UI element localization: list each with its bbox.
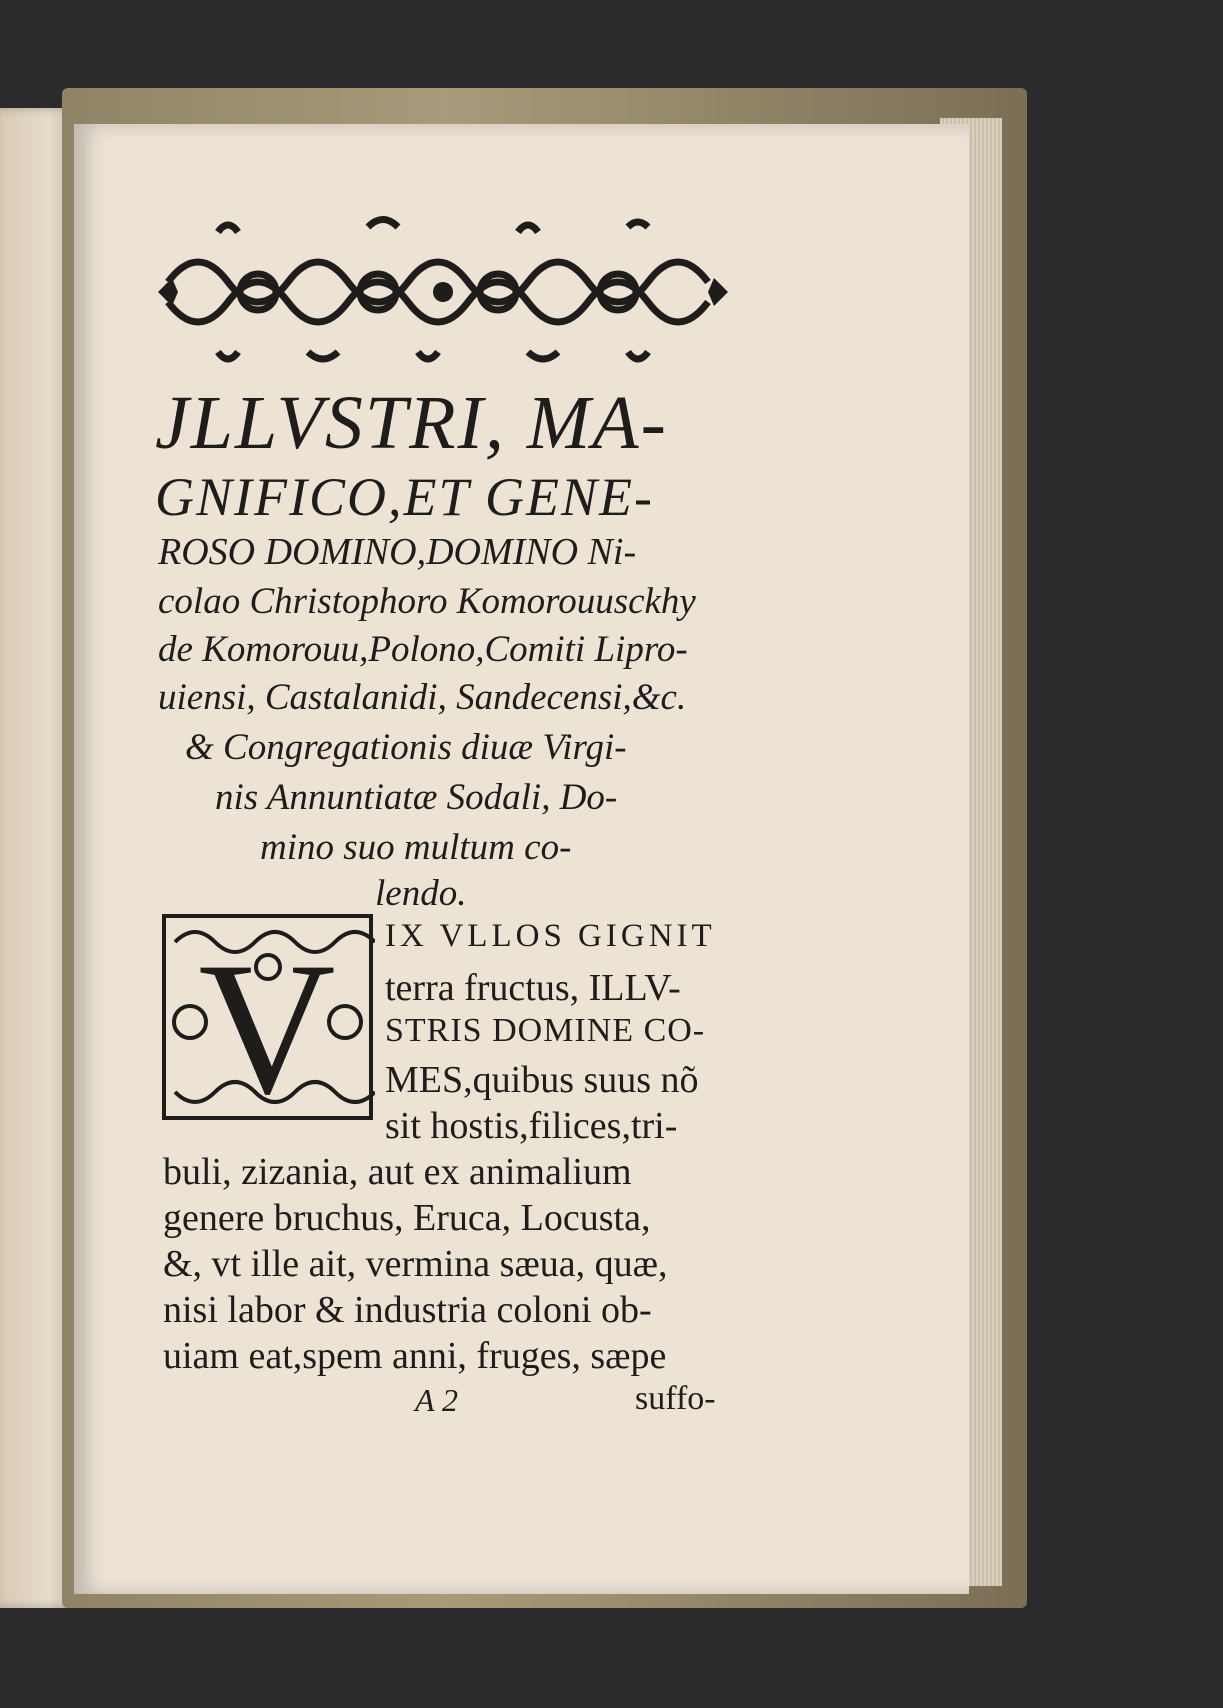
body-line-6: buli, zizania, aut ex animalium — [163, 1151, 632, 1193]
title-line-3: ROSO DOMINO,DOMINO Ni- — [158, 531, 637, 573]
title-line-8: nis Annuntiatæ Sodali, Do- — [215, 777, 618, 818]
body-line-8: &, vt ille ait, vermina sæua, quæ, — [163, 1243, 668, 1285]
body-line-1: IX VLLOS GIGNIT — [385, 918, 716, 954]
signature-mark: A 2 — [415, 1382, 458, 1418]
title-line-2: GNIFICO,ET GENE- — [155, 467, 654, 527]
body-line-4: MES,quibus suus nõ — [385, 1059, 699, 1101]
title-line-4: colao Christophoro Komorouusckhy — [158, 581, 696, 622]
body-line-9: nisi labor & industria coloni ob- — [163, 1289, 652, 1331]
catchword: suffo- — [635, 1380, 716, 1417]
title-line-5: de Komorouu,Polono,Comiti Lipro- — [158, 629, 688, 670]
title-line-9: mino suo multum co- — [260, 827, 572, 868]
title-line-7: & Congregationis diuæ Virgi- — [185, 727, 627, 768]
ornament-icon — [158, 212, 728, 372]
title-line-10: lendo. — [375, 873, 467, 914]
svg-text:V: V — [198, 924, 336, 1122]
body-line-3: STRIS DOMINE CO- — [385, 1012, 706, 1049]
body-line-2: terra fructus, ILLV- — [385, 967, 681, 1009]
title-line-6: uiensi, Castalanidi, Sandecensi,&c. — [158, 677, 687, 718]
body-line-10: uiam eat,spem anni, fruges, sæpe — [163, 1335, 667, 1377]
title-line-1: JLLVSTRI, MA- — [155, 381, 668, 465]
body-line-5: sit hostis,filices,tri- — [385, 1105, 678, 1147]
decorated-initial-icon — [160, 912, 375, 1122]
body-line-7: genere bruchus, Eruca, Locusta, — [163, 1197, 651, 1239]
